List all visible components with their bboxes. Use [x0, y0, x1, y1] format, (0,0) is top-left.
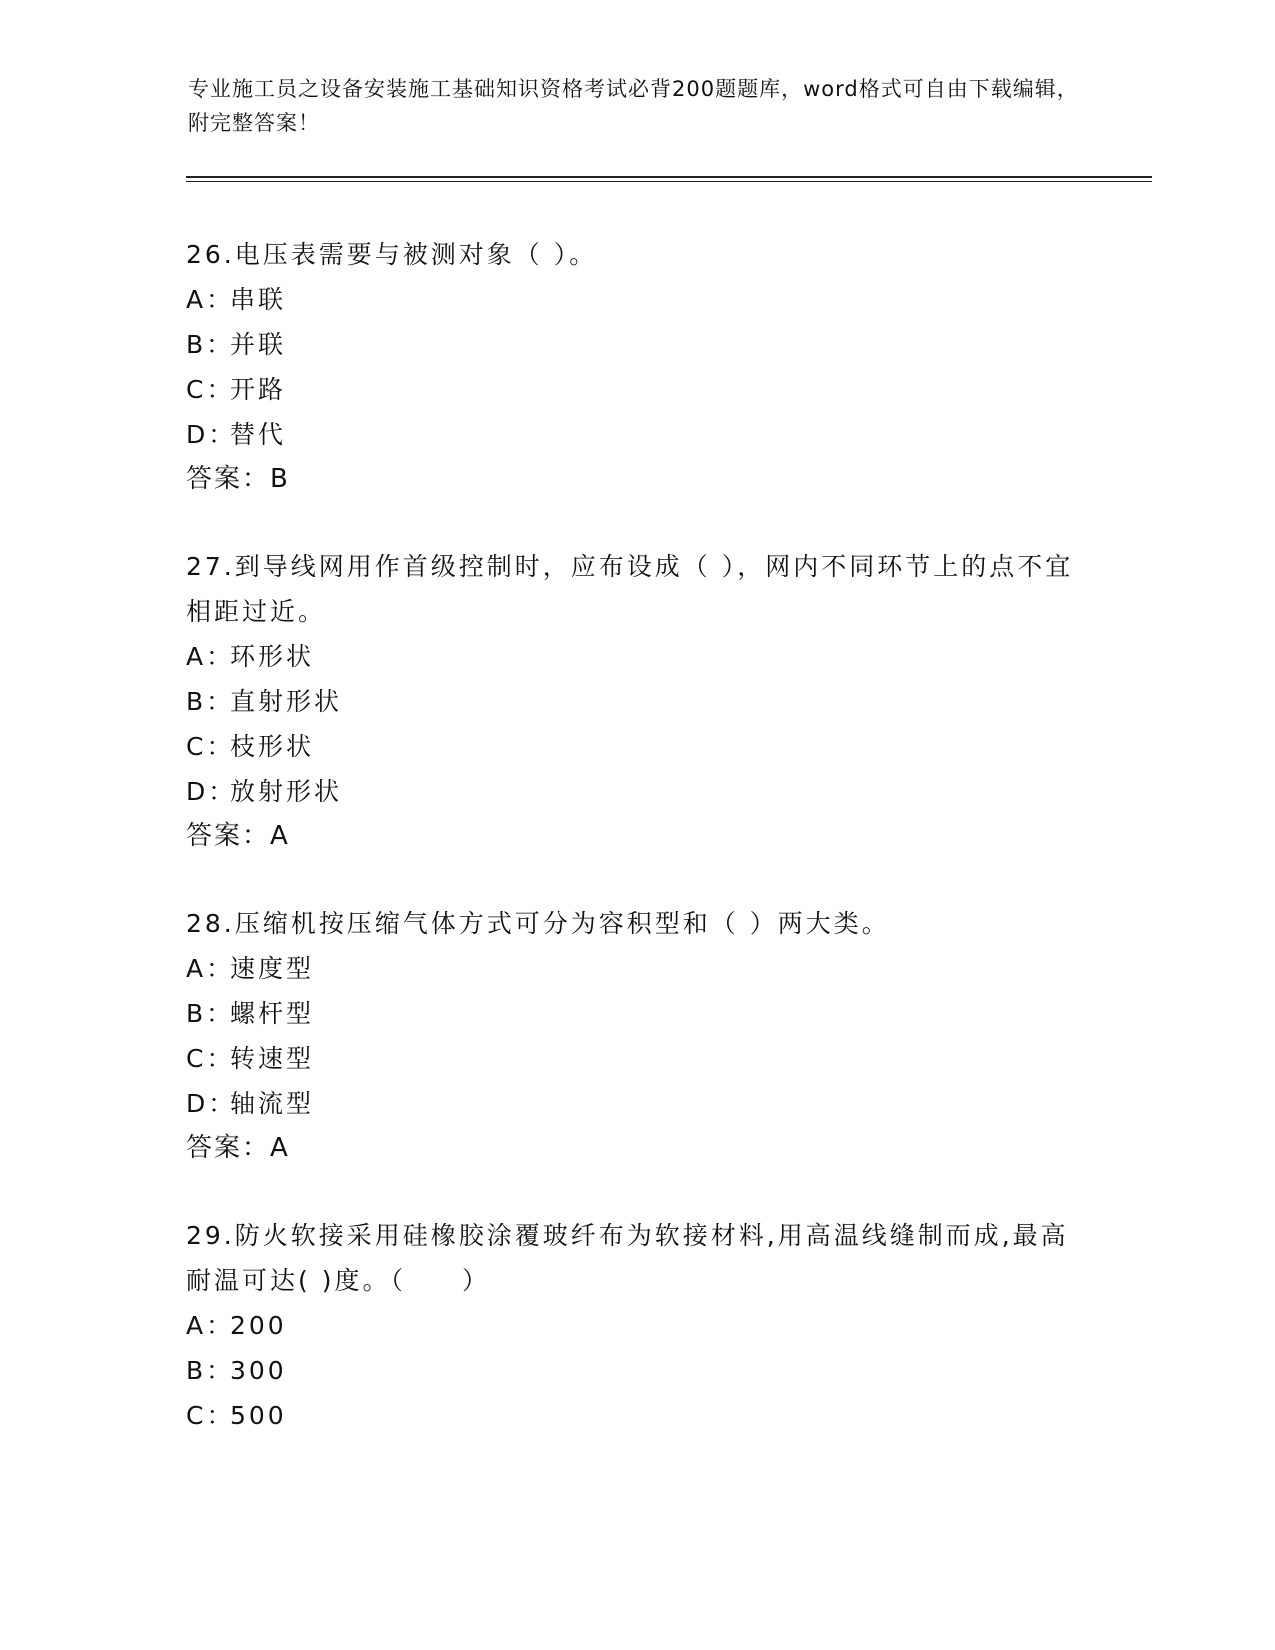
option-letter: C：: [186, 1401, 235, 1430]
option-d: [186, 412, 1086, 457]
option-a: [186, 946, 1086, 991]
question-stem: 28.压缩机按压缩气体方式可分为容积型和（ ）两大类。: [186, 909, 890, 938]
option-a: [186, 634, 1086, 679]
question-list: [186, 232, 1086, 1480]
option-c: [186, 1393, 1086, 1438]
question-stem: 27.到导线网用作首级控制时，应布设成（ ），网内不同环节上的点不宜相距过近。: [186, 552, 1074, 626]
question-28: [186, 901, 1086, 1171]
option-letter: A：: [186, 285, 235, 314]
option-text: 环形状: [230, 642, 315, 671]
option-text: 转速型: [230, 1044, 315, 1073]
option-letter: B：: [186, 330, 235, 359]
option-letter: C：: [186, 732, 235, 761]
option-a: [186, 1303, 1086, 1348]
option-d: [186, 1081, 1086, 1126]
option-text: 速度型: [230, 954, 315, 983]
option-text: 螺杆型: [230, 999, 315, 1028]
option-text: 串联: [230, 285, 287, 314]
option-text: 200: [230, 1311, 287, 1340]
option-text: 轴流型: [230, 1089, 315, 1118]
option-text: 枝形状: [230, 732, 315, 761]
document-header: 专业施工员之设备安装施工基础知识资格考试必背200题题库，word格式可自由下载编辑，附完整答案！: [188, 77, 1079, 135]
option-b: [186, 322, 1086, 367]
question-27: [186, 544, 1086, 859]
option-a: [186, 277, 1086, 322]
question-stem: 29.防火软接采用硅橡胶涂覆玻纤布为软接材料,用高温线缝制而成,最高耐温可达( )度。（ ）: [186, 1221, 1069, 1295]
question-29: [186, 1213, 1086, 1438]
option-c: [186, 724, 1086, 769]
option-letter: A：: [186, 642, 235, 671]
option-b: [186, 679, 1086, 724]
option-c: [186, 367, 1086, 412]
option-text: 直射形状: [230, 687, 343, 716]
option-text: 替代: [230, 420, 287, 449]
option-letter: B：: [186, 687, 235, 716]
option-letter: C：: [186, 1044, 235, 1073]
question-26: [186, 232, 1086, 502]
header-divider-thick: [186, 176, 1152, 178]
option-letter: A：: [186, 954, 235, 983]
option-text: 放射形状: [230, 777, 343, 806]
option-text: 并联: [230, 330, 287, 359]
answer-line: 答案：B: [186, 464, 290, 494]
option-letter: B：: [186, 1356, 235, 1385]
option-text: 500: [230, 1401, 287, 1430]
option-b: [186, 1348, 1086, 1393]
header-divider-thin: [186, 181, 1152, 182]
option-letter: D：: [186, 777, 237, 806]
option-c: [186, 1036, 1086, 1081]
option-text: 300: [230, 1356, 287, 1385]
question-stem: 26.电压表需要与被测对象（ ）。: [186, 240, 598, 269]
option-text: 开路: [230, 375, 287, 404]
option-d: [186, 769, 1086, 814]
option-letter: A：: [186, 1311, 235, 1340]
answer-line: 答案：A: [186, 821, 290, 851]
option-letter: B：: [186, 999, 235, 1028]
option-b: [186, 991, 1086, 1036]
option-letter: C：: [186, 375, 235, 404]
option-letter: D：: [186, 1089, 237, 1118]
option-letter: D：: [186, 420, 237, 449]
answer-line: 答案：A: [186, 1133, 290, 1163]
